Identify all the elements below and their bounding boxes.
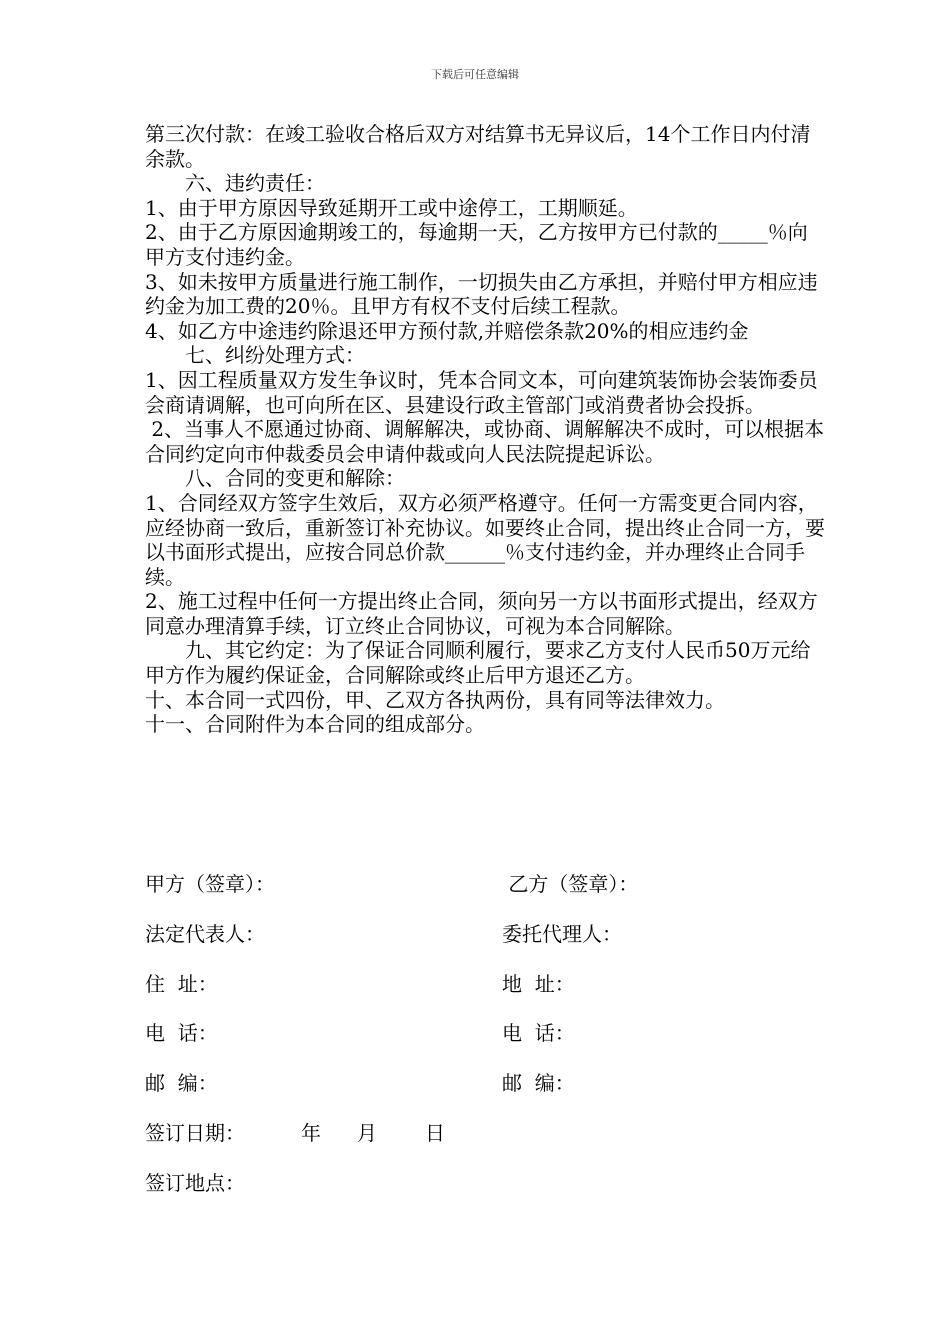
paragraph-dispute-1: 1、因工程质量双方发生争议时，凭本合同文本，可向建筑装饰协会装饰委员会商请调解，也可向所在区、县建设行政主管部门或消费者协会投拆。: [145, 367, 818, 417]
authorized-agent-label: 委托代理人：: [502, 922, 622, 946]
section-heading-change: 八、合同的变更和解除：: [145, 466, 405, 491]
party-a-phone-label: 电 话：: [145, 1021, 218, 1045]
paragraph-breach-4: 4、如乙方中途违约除退还甲方预付款,并赔偿条款20%的相应违约金: [145, 318, 749, 343]
paragraph-breach-1: 1、由于甲方原因导致延期开工或中途停工，工期顺延。: [145, 195, 638, 220]
party-b-seal-label: 乙方（签章）：: [502, 872, 639, 896]
legal-representative-label: 法定代表人：: [145, 922, 265, 946]
party-a-seal-label: 甲方（签章）：: [145, 872, 275, 896]
party-a-address-label: 住 址：: [145, 972, 218, 996]
paragraph-copies: 十、本合同一式四份，甲、乙双方各执两份，具有同等法律效力。: [145, 687, 725, 712]
day-label: 日: [425, 1121, 445, 1145]
paragraph-change-1: 1、合同经双方签字生效后，双方必须严格遵守。任何一方需变更合同内容，应经协商一致后，重新签订补充协议。如要终止合同，提出终止合同一方，要以书面形式提出，应按合同总价款______％支付违约金，并办理终止合同手续。: [145, 490, 825, 589]
paragraph-breach-3: 3、如未按甲方质量进行施工制作，一切损失由乙方承担，并赔付甲方相应违约金为加工费的20％。且甲方有权不支付后续工程款。: [145, 269, 818, 319]
party-b-postcode-label: 邮 编：: [502, 1071, 575, 1095]
section-other-agreement: 九、其它约定：为了保证合同顺利履行，要求乙方支付人民币50万元给甲方作为履约保证金，合同解除或终止后甲方退还乙方。: [145, 638, 811, 688]
section-heading-dispute: 七、纠纷处理方式：: [145, 343, 365, 368]
paragraph-final-payment: 第三次付款：在竣工验收合格后双方对结算书无异议后，14个工作日内付清余款。: [145, 122, 811, 171]
year-label: 年: [301, 1121, 321, 1145]
party-b-address-label: 地 址：: [502, 972, 575, 996]
sign-place-label: 签订地点：: [145, 1171, 245, 1195]
contract-body: [145, 122, 825, 737]
section-heading-breach: 六、违约责任：: [145, 171, 325, 196]
page-header: 下载后可任意编辑: [431, 68, 519, 81]
party-a-postcode-label: 邮 编：: [145, 1071, 218, 1095]
paragraph-dispute-2: 2、当事人不愿通过协商、调解解决，或协商、调解解决不成时，可以根据本合同约定向市仲裁委员会申请仲裁或向人民法院提起诉讼。: [145, 417, 825, 466]
paragraph-change-2: 2、施工过程中任何一方提出终止合同，须向另一方以书面形式提出，经双方同意办理清算手续，订立终止合同协议，可视为本合同解除。: [145, 589, 818, 638]
sign-date-label: 签订日期：: [145, 1121, 245, 1145]
month-label: 月: [357, 1121, 377, 1145]
paragraph-attachments: 十一、合同附件为本合同的组成部分。: [145, 712, 485, 737]
paragraph-breach-2: 2、由于乙方原因逾期竣工的，每逾期一天，乙方按甲方已付款的_____％向甲方支付违约金。: [145, 220, 808, 269]
party-b-phone-label: 电 话：: [502, 1021, 575, 1045]
